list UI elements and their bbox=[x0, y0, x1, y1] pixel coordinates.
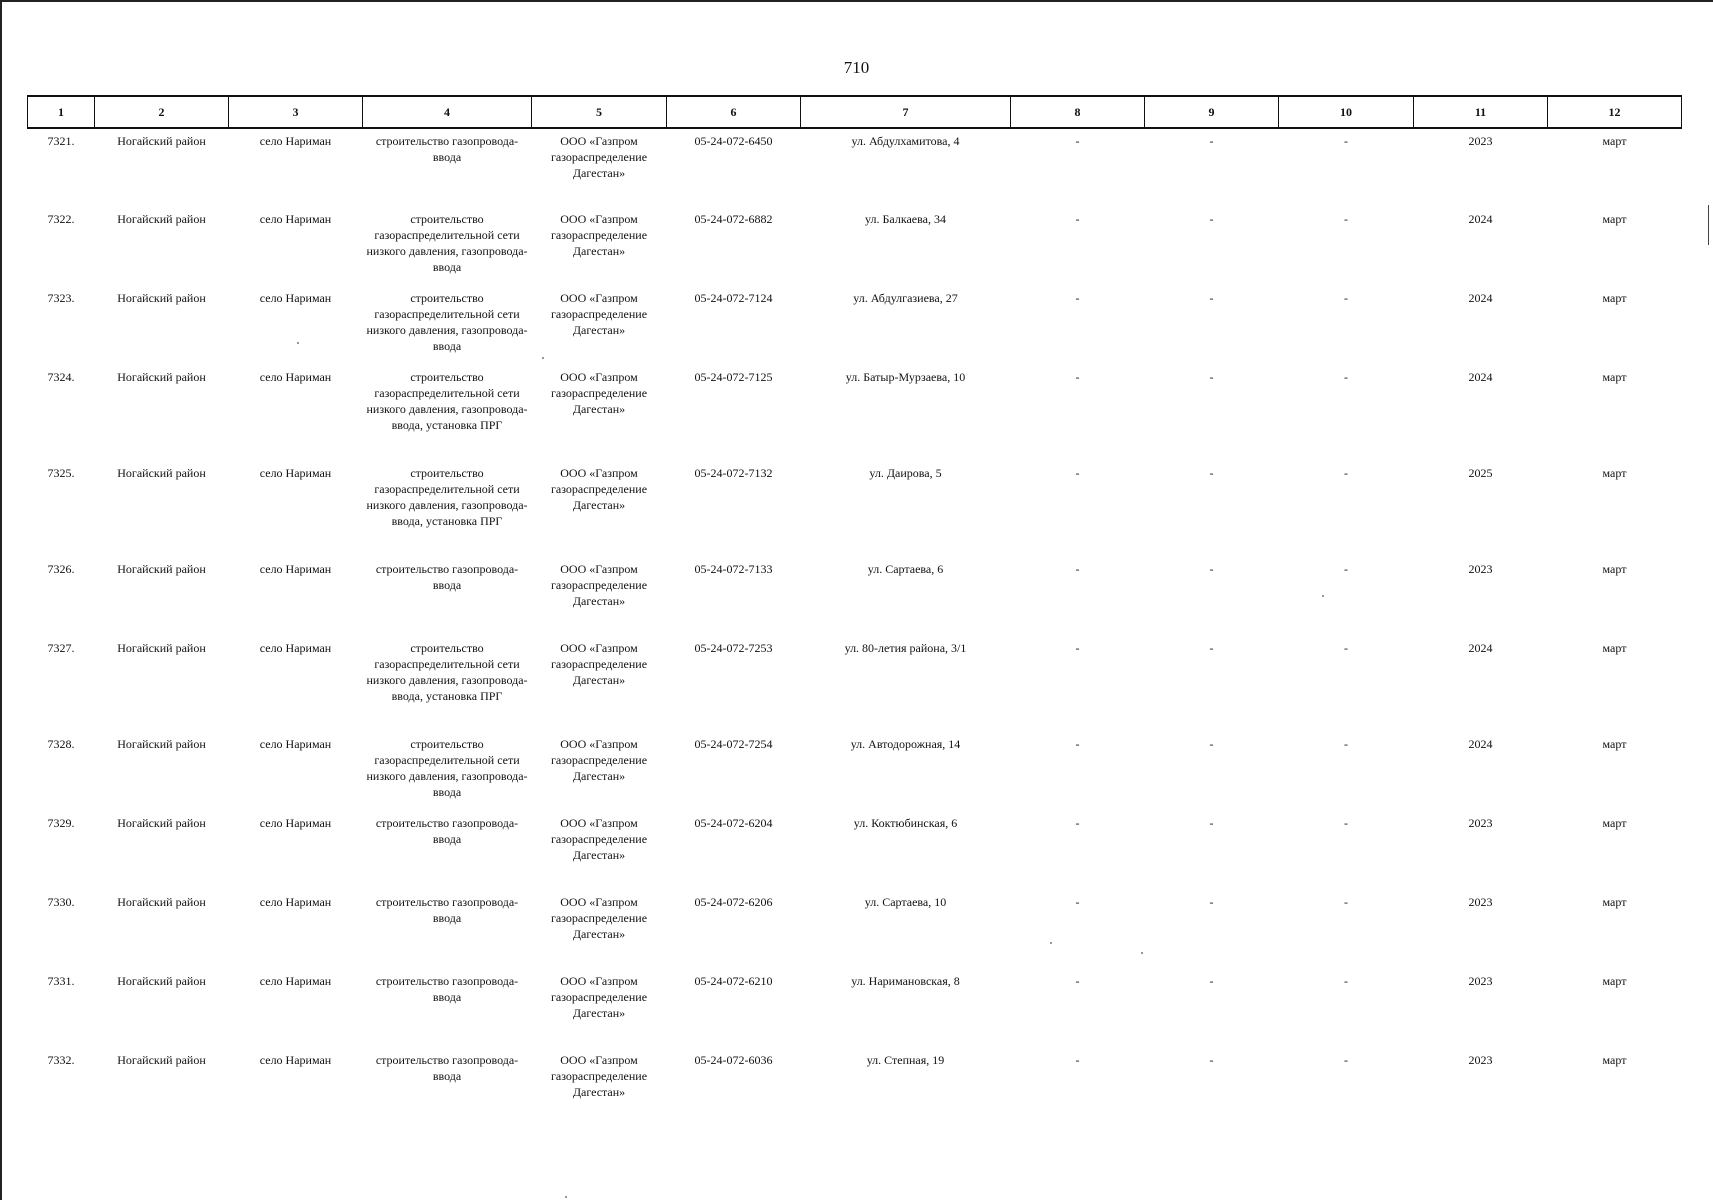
cell-code: 05-24-072-6204 bbox=[694, 816, 773, 830]
registry-table bbox=[27, 95, 1682, 1127]
cell-address: ул. Коктюбинская, 6 bbox=[853, 816, 958, 830]
cell-col-9: - bbox=[1209, 134, 1214, 148]
table-row bbox=[28, 365, 1682, 461]
cell-col-9: - bbox=[1209, 974, 1214, 988]
cell-col-9: - bbox=[1209, 212, 1214, 226]
cell-organization: ООО «Газпром газораспределение Дагестан» bbox=[550, 212, 648, 258]
cell-col-9: - bbox=[1209, 816, 1214, 830]
cell-district: Ногайский район bbox=[117, 134, 206, 148]
table-row bbox=[28, 811, 1682, 890]
col-header-5: 5 bbox=[532, 96, 667, 128]
cell-code: 05-24-072-6036 bbox=[694, 1053, 773, 1067]
scan-right-mark bbox=[1708, 205, 1709, 245]
cell-col-10: - bbox=[1344, 212, 1348, 226]
table-row bbox=[28, 207, 1682, 286]
cell-district: Ногайский район bbox=[117, 562, 206, 576]
cell-organization: ООО «Газпром газораспределение Дагестан» bbox=[550, 370, 648, 416]
table-row bbox=[28, 732, 1682, 811]
cell-work-type: строительство газопровода-ввода bbox=[375, 562, 519, 592]
cell-organization: ООО «Газпром газораспределение Дагестан» bbox=[550, 291, 648, 337]
cell-month: март bbox=[1602, 641, 1627, 655]
cell-year: 2023 bbox=[1468, 562, 1493, 576]
cell-district: Ногайский район bbox=[117, 212, 206, 226]
cell-settlement: село Нариман bbox=[259, 1053, 332, 1067]
scan-speck bbox=[565, 1196, 567, 1198]
cell-year: 2023 bbox=[1468, 895, 1493, 909]
cell-col-10: - bbox=[1344, 562, 1348, 576]
cell-address: ул. Батыр-Мурзаева, 10 bbox=[845, 370, 966, 384]
scan-left-edge bbox=[0, 0, 2, 1200]
cell-col-9: - bbox=[1209, 1053, 1214, 1067]
cell-year: 2023 bbox=[1468, 134, 1493, 148]
cell-month: март bbox=[1602, 466, 1627, 480]
cell-col-8: - bbox=[1075, 737, 1080, 751]
cell-settlement: село Нариман bbox=[259, 816, 332, 830]
table-row bbox=[28, 461, 1682, 557]
cell-col-9: - bbox=[1209, 466, 1214, 480]
col-header-11: 11 bbox=[1414, 96, 1548, 128]
cell-settlement: село Нариман bbox=[259, 641, 332, 655]
cell-address: ул. Сартаева, 6 bbox=[867, 562, 944, 576]
cell-work-type: строительство газопровода-ввода bbox=[375, 816, 519, 846]
cell-month: март bbox=[1602, 974, 1627, 988]
cell-address: ул. Абдулгазиева, 27 bbox=[853, 291, 958, 305]
cell-number: 7324. bbox=[47, 370, 75, 384]
cell-month: март bbox=[1602, 370, 1627, 384]
cell-address: ул. Сартаева, 10 bbox=[864, 895, 947, 909]
cell-col-8: - bbox=[1075, 641, 1080, 655]
cell-year: 2023 bbox=[1468, 974, 1493, 988]
cell-settlement: село Нариман bbox=[259, 895, 332, 909]
cell-organization: ООО «Газпром газораспределение Дагестан» bbox=[550, 737, 648, 783]
cell-work-type: строительство газопровода-ввода bbox=[375, 895, 519, 925]
cell-organization: ООО «Газпром газораспределение Дагестан» bbox=[550, 1053, 648, 1099]
cell-work-type: строительство газораспределительной сети низкого давления, газопровода-ввода, установка ПРГ bbox=[366, 641, 528, 703]
cell-col-10: - bbox=[1344, 1053, 1348, 1067]
cell-month: март bbox=[1602, 212, 1627, 226]
cell-code: 05-24-072-7253 bbox=[694, 641, 773, 655]
cell-organization: ООО «Газпром газораспределение Дагестан» bbox=[550, 974, 648, 1020]
col-header-10: 10 bbox=[1279, 96, 1414, 128]
cell-number: 7321. bbox=[47, 134, 75, 148]
cell-address: ул. Автодорожная, 14 bbox=[850, 737, 961, 751]
cell-col-8: - bbox=[1075, 1053, 1080, 1067]
col-header-6: 6 bbox=[667, 96, 801, 128]
cell-col-10: - bbox=[1344, 370, 1348, 384]
cell-code: 05-24-072-6210 bbox=[694, 974, 773, 988]
cell-settlement: село Нариман bbox=[259, 737, 332, 751]
cell-organization: ООО «Газпром газораспределение Дагестан» bbox=[550, 134, 648, 180]
cell-work-type: строительство газопровода-ввода bbox=[375, 134, 519, 164]
cell-code: 05-24-072-6450 bbox=[694, 134, 773, 148]
table-row bbox=[28, 969, 1682, 1048]
cell-number: 7328. bbox=[47, 737, 75, 751]
cell-year: 2025 bbox=[1468, 466, 1493, 480]
cell-address: ул. Абдулхамитова, 4 bbox=[851, 134, 960, 148]
col-header-3: 3 bbox=[229, 96, 363, 128]
col-header-7: 7 bbox=[801, 96, 1011, 128]
cell-number: 7323. bbox=[47, 291, 75, 305]
cell-code: 05-24-072-7125 bbox=[694, 370, 773, 384]
page-number: 710 bbox=[843, 58, 870, 77]
cell-work-type: строительство газораспределительной сети низкого давления, газопровода-ввода, установка ПРГ bbox=[366, 466, 528, 528]
cell-col-8: - bbox=[1075, 370, 1080, 384]
scan-top-edge bbox=[0, 0, 1713, 2]
cell-col-10: - bbox=[1344, 134, 1348, 148]
col-header-9: 9 bbox=[1145, 96, 1279, 128]
col-header-8: 8 bbox=[1011, 96, 1145, 128]
cell-settlement: село Нариман bbox=[259, 134, 332, 148]
table-row bbox=[28, 1048, 1682, 1127]
cell-col-9: - bbox=[1209, 641, 1214, 655]
cell-code: 05-24-072-7133 bbox=[694, 562, 773, 576]
col-header-2: 2 bbox=[95, 96, 229, 128]
table-row bbox=[28, 286, 1682, 365]
table-row bbox=[28, 557, 1682, 636]
cell-month: март bbox=[1602, 134, 1627, 148]
cell-district: Ногайский район bbox=[117, 370, 206, 384]
cell-district: Ногайский район bbox=[117, 895, 206, 909]
cell-district: Ногайский район bbox=[117, 974, 206, 988]
cell-organization: ООО «Газпром газораспределение Дагестан» bbox=[550, 641, 648, 687]
cell-settlement: село Нариман bbox=[259, 974, 332, 988]
cell-year: 2024 bbox=[1468, 737, 1493, 751]
cell-month: март bbox=[1602, 1053, 1627, 1067]
cell-col-8: - bbox=[1075, 816, 1080, 830]
cell-col-10: - bbox=[1344, 895, 1348, 909]
cell-code: 05-24-072-7254 bbox=[694, 737, 773, 751]
cell-district: Ногайский район bbox=[117, 737, 206, 751]
cell-col-10: - bbox=[1344, 737, 1348, 751]
cell-address: ул. Балкаева, 34 bbox=[865, 212, 946, 226]
cell-col-8: - bbox=[1075, 291, 1080, 305]
cell-year: 2024 bbox=[1468, 291, 1493, 305]
cell-year: 2024 bbox=[1468, 641, 1493, 655]
cell-year: 2024 bbox=[1468, 370, 1493, 384]
cell-address: ул. 80-летия района, 3/1 bbox=[844, 641, 967, 655]
col-header-4: 4 bbox=[363, 96, 532, 128]
cell-organization: ООО «Газпром газораспределение Дагестан» bbox=[550, 562, 648, 608]
cell-code: 05-24-072-6206 bbox=[694, 895, 773, 909]
cell-col-8: - bbox=[1075, 974, 1080, 988]
cell-number: 7326. bbox=[47, 562, 75, 576]
cell-organization: ООО «Газпром газораспределение Дагестан» bbox=[550, 466, 648, 512]
cell-number: 7322. bbox=[47, 212, 75, 226]
cell-month: март bbox=[1602, 895, 1627, 909]
cell-number: 7327. bbox=[47, 641, 75, 655]
cell-district: Ногайский район bbox=[117, 641, 206, 655]
cell-district: Ногайский район bbox=[117, 466, 206, 480]
cell-settlement: село Нариман bbox=[259, 370, 332, 384]
col-header-12: 12 bbox=[1548, 96, 1682, 128]
cell-district: Ногайский район bbox=[117, 291, 206, 305]
header-row bbox=[28, 96, 1682, 128]
cell-month: март bbox=[1602, 562, 1627, 576]
cell-code: 05-24-072-6882 bbox=[694, 212, 773, 226]
cell-col-10: - bbox=[1344, 466, 1348, 480]
cell-settlement: село Нариман bbox=[259, 212, 332, 226]
cell-work-type: строительство газопровода-ввода bbox=[375, 974, 519, 1004]
cell-number: 7325. bbox=[47, 466, 75, 480]
cell-address: ул. Степная, 19 bbox=[866, 1053, 945, 1067]
cell-col-9: - bbox=[1209, 895, 1214, 909]
cell-col-10: - bbox=[1344, 291, 1348, 305]
cell-settlement: село Нариман bbox=[259, 562, 332, 576]
cell-col-8: - bbox=[1075, 895, 1080, 909]
cell-district: Ногайский район bbox=[117, 1053, 206, 1067]
cell-month: март bbox=[1602, 291, 1627, 305]
cell-organization: ООО «Газпром газораспределение Дагестан» bbox=[550, 895, 648, 941]
cell-year: 2023 bbox=[1468, 1053, 1493, 1067]
cell-col-9: - bbox=[1209, 291, 1214, 305]
table-row bbox=[28, 128, 1682, 207]
table-row bbox=[28, 890, 1682, 969]
cell-col-8: - bbox=[1075, 212, 1080, 226]
cell-code: 05-24-072-7124 bbox=[694, 291, 773, 305]
cell-number: 7329. bbox=[47, 816, 75, 830]
cell-work-type: строительство газораспределительной сети низкого давления, газопровода-ввода bbox=[366, 291, 528, 353]
cell-col-10: - bbox=[1344, 974, 1348, 988]
cell-col-8: - bbox=[1075, 466, 1080, 480]
cell-number: 7332. bbox=[47, 1053, 75, 1067]
cell-year: 2024 bbox=[1468, 212, 1493, 226]
cell-col-10: - bbox=[1344, 816, 1348, 830]
cell-month: март bbox=[1602, 737, 1627, 751]
cell-year: 2023 bbox=[1468, 816, 1493, 830]
cell-work-type: строительство газораспределительной сети низкого давления, газопровода-ввода bbox=[366, 212, 528, 274]
cell-work-type: строительство газораспределительной сети низкого давления, газопровода-ввода bbox=[366, 737, 528, 799]
cell-col-9: - bbox=[1209, 562, 1214, 576]
cell-number: 7330. bbox=[47, 895, 75, 909]
cell-code: 05-24-072-7132 bbox=[694, 466, 773, 480]
cell-col-8: - bbox=[1075, 134, 1080, 148]
table-row bbox=[28, 636, 1682, 732]
cell-address: ул. Даирова, 5 bbox=[869, 466, 942, 480]
cell-work-type: строительство газораспределительной сети низкого давления, газопровода-ввода, установка ПРГ bbox=[366, 370, 528, 432]
cell-col-9: - bbox=[1209, 737, 1214, 751]
cell-col-9: - bbox=[1209, 370, 1214, 384]
cell-settlement: село Нариман bbox=[259, 291, 332, 305]
cell-organization: ООО «Газпром газораспределение Дагестан» bbox=[550, 816, 648, 862]
cell-number: 7331. bbox=[47, 974, 75, 988]
cell-work-type: строительство газопровода-ввода bbox=[375, 1053, 519, 1083]
col-header-1: 1 bbox=[28, 96, 95, 128]
cell-district: Ногайский район bbox=[117, 816, 206, 830]
cell-col-8: - bbox=[1075, 562, 1080, 576]
cell-settlement: село Нариман bbox=[259, 466, 332, 480]
cell-month: март bbox=[1602, 816, 1627, 830]
cell-col-10: - bbox=[1344, 641, 1348, 655]
cell-address: ул. Наримановская, 8 bbox=[851, 974, 960, 988]
